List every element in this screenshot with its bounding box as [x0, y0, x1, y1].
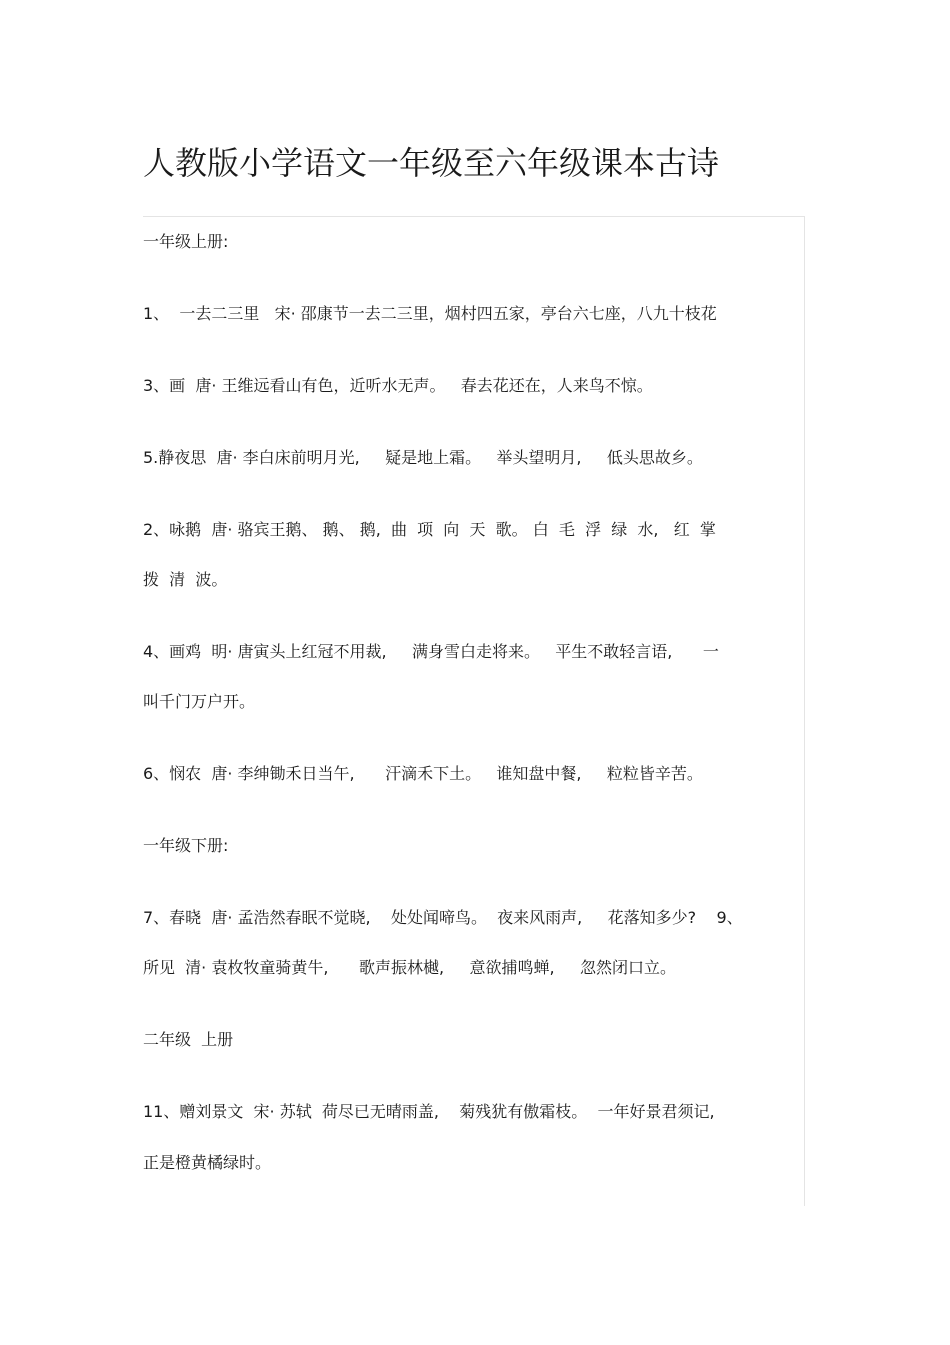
page-title: 人教版小学语文一年级至六年级课本古诗	[143, 144, 720, 182]
poem-line: 6、悯农 唐· 李绅锄禾日当午, 汗滴禾下土。 谁知盘中餐, 粒粒皆辛苦。	[143, 764, 703, 783]
poem-line: 正是橙黄橘绿时。	[143, 1153, 272, 1172]
poem-line: 4、画鸡 明· 唐寅头上红冠不用裁, 满身雪白走将来。 平生不敢轻言语, 一	[143, 642, 719, 661]
section-heading-grade1-upper: 一年级上册:	[143, 232, 229, 251]
poem-line: 3、画 唐· 王维远看山有色，近听水无声。 春去花还在，人来鸟不惊。	[143, 376, 653, 395]
poem-line: 5.静夜思 唐· 李白床前明月光, 疑是地上霜。 举头望明月, 低头思故乡。	[143, 448, 703, 467]
poem-line: 2、咏鹅 唐· 骆宾王鹅、 鹅、 鹅, 曲 项 向 天 歌。 白 毛 浮 绿 水, 红 掌	[143, 520, 716, 539]
poem-line: 1、 一去二三里 宋· 邵康节一去二三里，烟村四五家，亭台六七座，八九十枝花	[143, 304, 717, 323]
poem-line: 叫千门万户开。	[143, 692, 256, 711]
poem-line: 拨 清 波。	[143, 570, 228, 589]
poem-line: 11、赠刘景文 宋· 苏轼 荷尽已无晴雨盖, 菊残犹有傲霜枝。 一年好景君须记,	[143, 1102, 715, 1121]
section-heading-grade2-upper: 二年级 上册	[143, 1030, 234, 1049]
poem-line: 所见 清· 袁枚牧童骑黄牛, 歌声振林樾, 意欲捕鸣蝉, 忽然闭口立。	[143, 958, 676, 977]
poem-line: 7、春晓 唐· 孟浩然春眠不觉晓, 处处闻啼鸟。 夜来风雨声, 花落知多少? 9、	[143, 908, 743, 927]
section-heading-grade1-lower: 一年级下册:	[143, 836, 229, 855]
divider-top	[143, 216, 805, 217]
